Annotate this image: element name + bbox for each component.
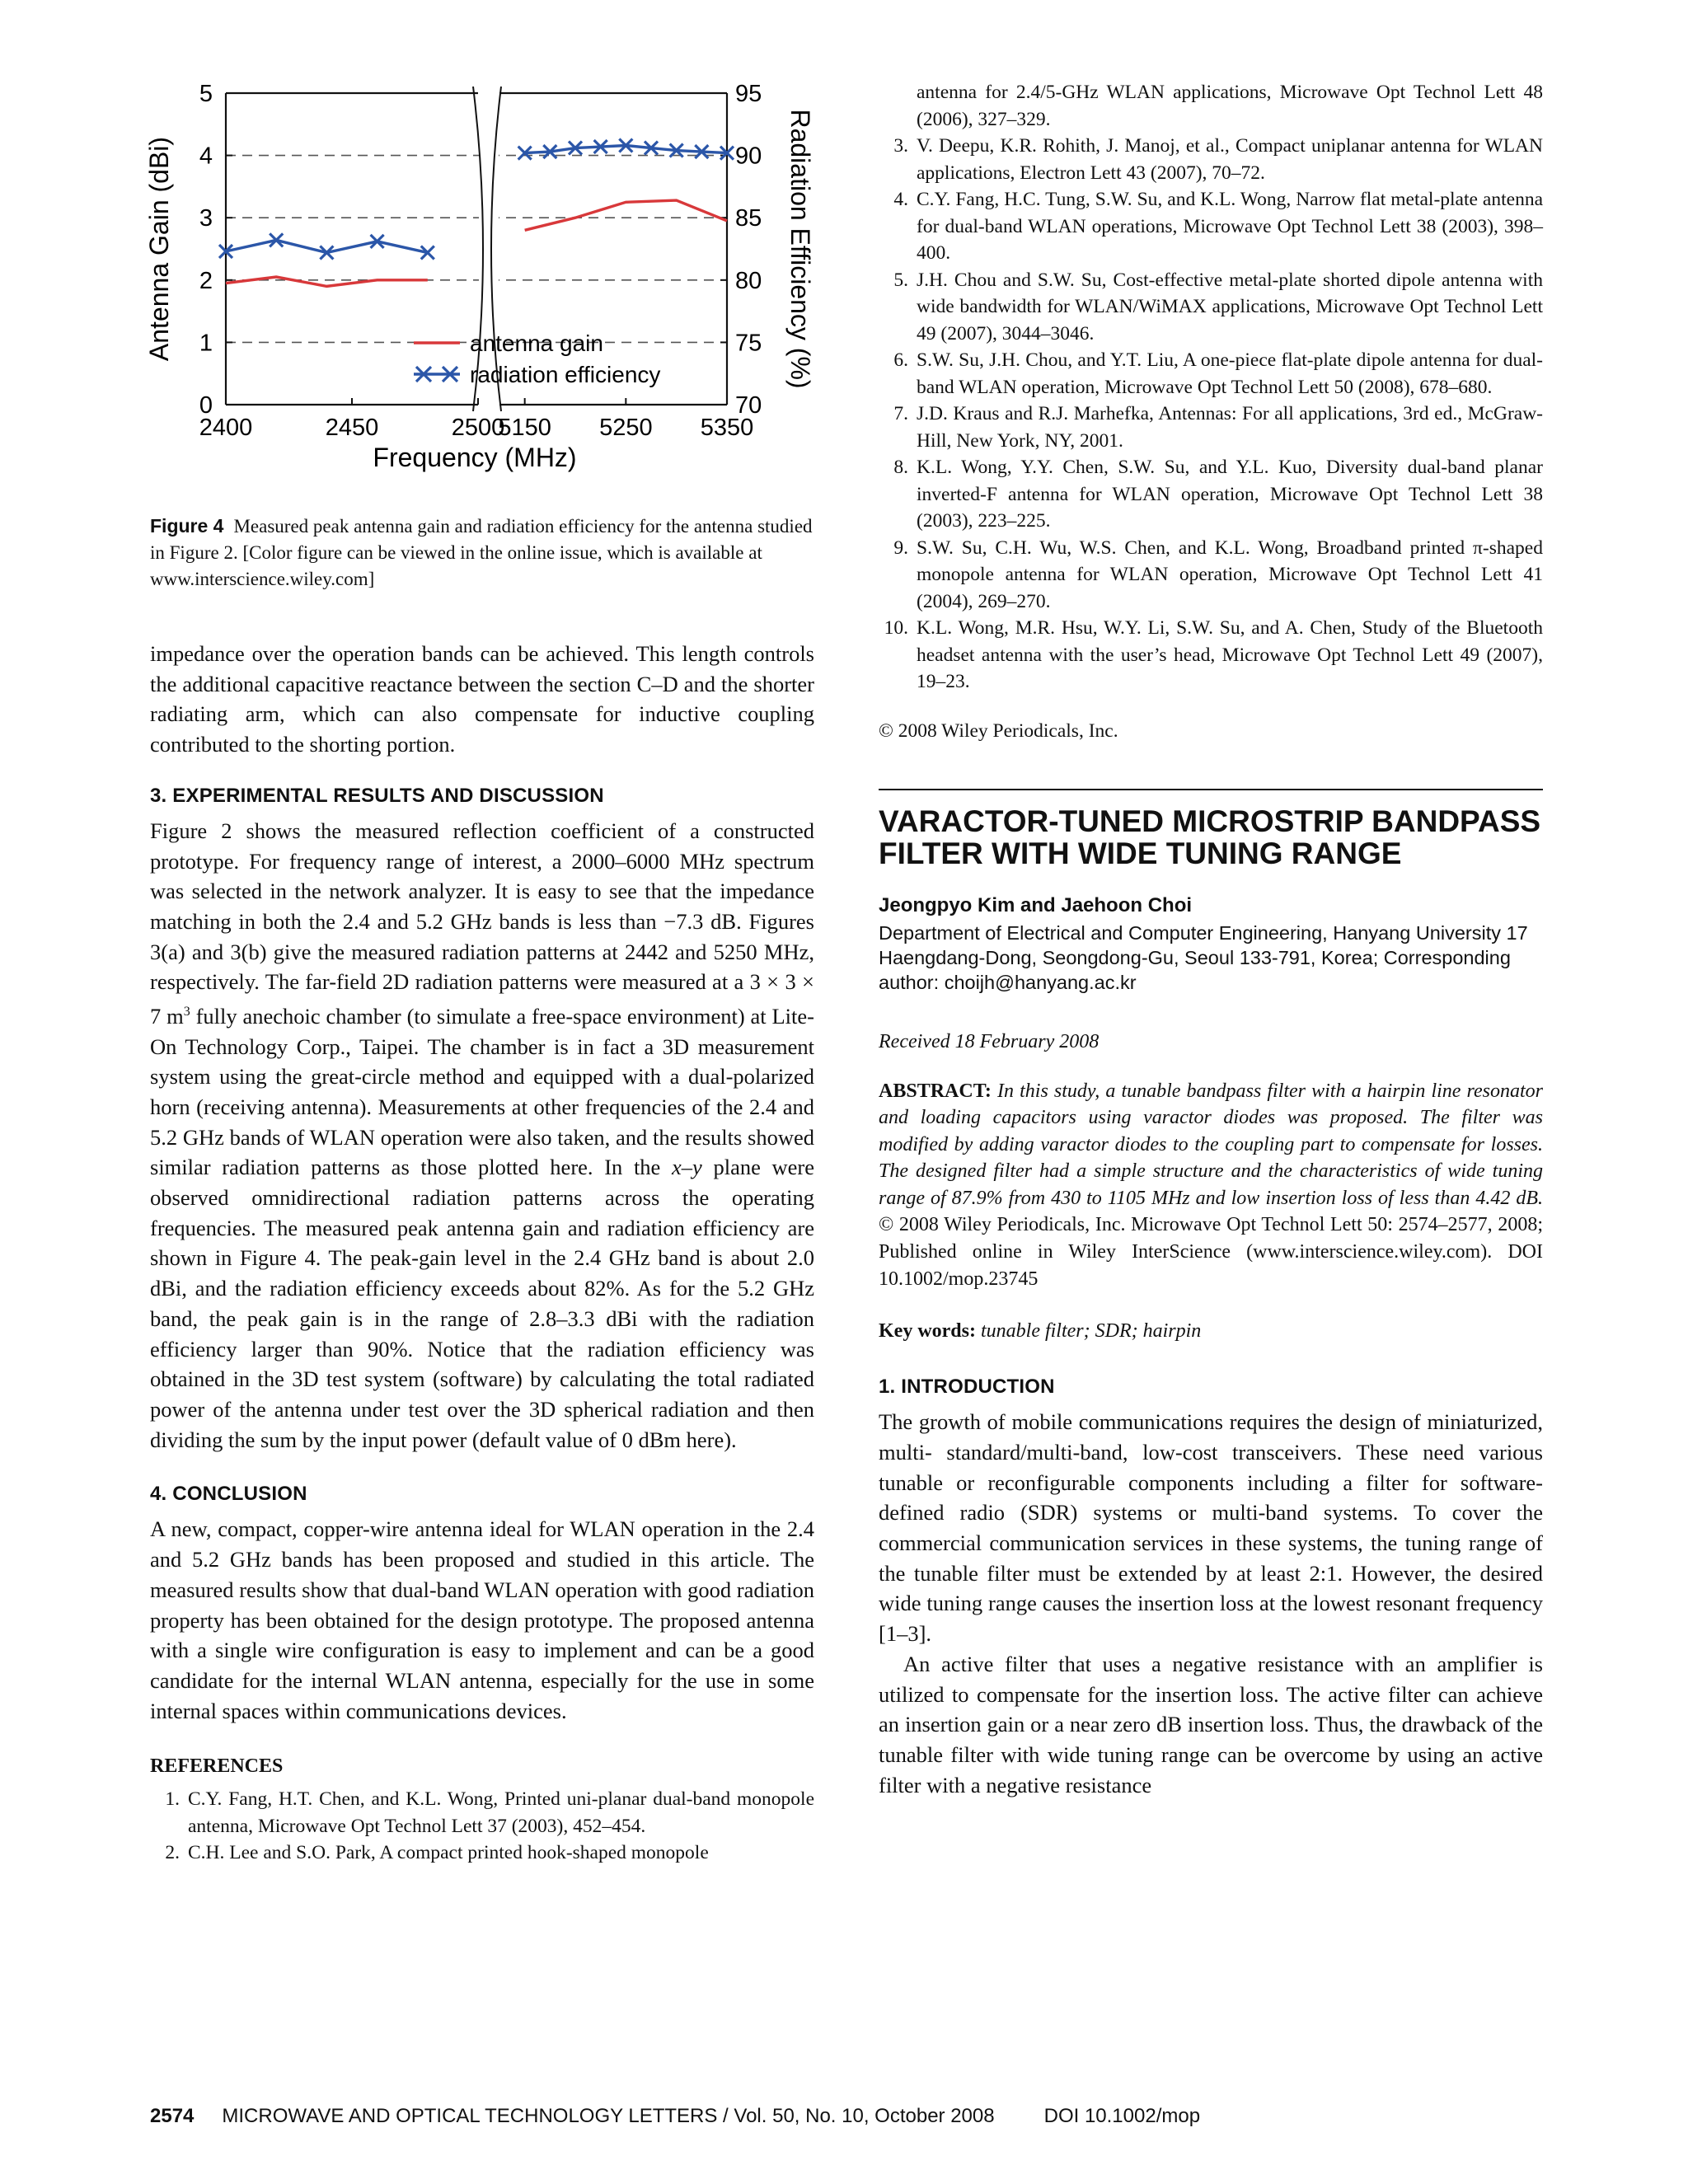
- x-tick-label: 5150: [498, 415, 551, 441]
- reference-number: 1.: [165, 1788, 180, 1811]
- section-3-heading: 3. EXPERIMENTAL RESULTS AND DISCUSSION: [150, 784, 604, 807]
- reference-number: 7.: [893, 403, 908, 424]
- reference-item: [879, 454, 1543, 535]
- keywords-label: Key words:: [879, 1320, 976, 1343]
- left-column: [144, 79, 815, 1867]
- x-tick-label: 5350: [700, 415, 754, 441]
- reference-item: [879, 186, 1543, 267]
- received-date: Received 18 February 2008: [879, 1030, 1100, 1052]
- reference-number: 5.: [893, 269, 908, 291]
- y2-tick-label: 70: [735, 392, 762, 419]
- reference-text: C.Y. Fang, H.T. Chen, and K.L. Wong, Printed uni-planar dual-band monopole antenna, Microwave Opt Technol Lett 37 (2003), 452–454.: [188, 1788, 814, 1837]
- superscript-3: 3: [183, 1005, 190, 1019]
- section-4-heading: 4. CONCLUSION: [150, 1483, 307, 1506]
- section-4-paragraph: A new, compact, copper-wire antenna ideal for WLAN operation in the 2.4 and 5.2 GHz bands has been proposed and studied in this article. The measured results show that dual-band WLAN operation with good radiation property has been obtained for the design prototype. The proposed antenna with a single wire configuration is easy to implement and can be a good candidate for the internal WLAN antenna, especially for the use in some internal spaces within communications devices.: [150, 1516, 814, 1723]
- reference-text: S.W. Su, J.H. Chou, and Y.T. Liu, A one-piece flat-plate dipole antenna for dual-band WLAN operation, Microwave Opt Technol Lett 50 (2008), 678–680.: [917, 349, 1543, 398]
- page-number: 2574: [150, 2105, 195, 2127]
- references-list-right: [879, 79, 1543, 696]
- intro-paragraph-2: An active filter that uses a negative resistance with an amplifier is utilized to compensate for the insertion loss. The active filter can achieve an insertion gain or a near zero dB insertion loss. Thus, the drawback of the tunable filter with wide tuning range can be overcome by using an active filter with a negative resistance: [879, 1651, 1543, 1797]
- section-3-paragraph: [150, 816, 814, 1455]
- y2-tick-label: 80: [735, 267, 762, 294]
- reference-text: J.H. Chou and S.W. Su, Cost-effective metal-plate shorted dipole antenna with wide bandwidth for WLAN/WiMAX applications, Microwave Opt Technol Lett 49 (2007), 3044–3046.: [917, 269, 1543, 344]
- reference-item: [879, 133, 1543, 186]
- keywords-text: tunable filter; SDR; hairpin: [980, 1320, 1202, 1343]
- reference-text: antenna for 2.4/5-GHz WLAN applications, Microwave Opt Technol Lett 48 (2006), 327–329.: [917, 82, 1543, 130]
- x-axis-label: Frequency (MHz): [373, 443, 577, 472]
- section-3-xy: x–y: [672, 1155, 702, 1180]
- x-tick-label: 2400: [199, 415, 253, 441]
- abstract-rest-text: © 2008 Wiley Periodicals, Inc. Microwave Opt Technol Lett 50: 2574–2577, 2008; Published online in Wiley InterScience (www.interscience.wiley.com). DOI 10.1002/mop.23745: [879, 1214, 1543, 1290]
- reference-number: 10.: [884, 617, 908, 639]
- references-heading: REFERENCES: [150, 1755, 284, 1778]
- intro-paragraph-1: The growth of mobile communications requires the design of miniaturized, multi- standard/multi-band, low-cost transceivers. These need various tunable or reconfigurable components including a filter for software-defined radio (SDR) systems or multi-band systems. To cover the commercial communication services in these systems, the tuning range of the tunable filter must be extended by at least 2:1. However, the desired wide tuning range causes the insertion loss at the lowest resonant frequency [1–3].: [879, 1409, 1543, 1647]
- figure-4-caption: [150, 513, 814, 593]
- y-tick-label: 1: [199, 330, 213, 357]
- x-tick-label: 2450: [325, 415, 379, 441]
- reference-text: K.L. Wong, Y.Y. Chen, S.W. Su, and Y.L. Kuo, Diversity dual-band planar inverted-F antenna for WLAN operation, Microwave Opt Technol Lett 38 (2003), 223–225.: [917, 457, 1543, 532]
- y-tick-label: 4: [199, 143, 213, 170]
- figure-4-chart: [144, 79, 815, 508]
- section-3-text-c: plane were observed omnidirectional radiation patterns across the operating frequencies. The measured peak antenna gain and radiation efficiency are shown in Figure 4. The peak-gain level in the 2.4 GHz band is about 2.0 dBi, and the radiation efficiency exceeds about 82%. As for the 5.2 GHz band, the peak gain is in the range of 2.8–3.3 dBi with the radiation efficiency larger than 90%. Notice that the radiation efficiency was obtained in the 3D test system (software) by calculating the total radiated power of the antenna under test over the 3D spherical radiation and then dividing the sum by the input power (default value of 0 dBm here).: [150, 1155, 814, 1452]
- reference-item: [879, 79, 1543, 133]
- series-line: [525, 200, 727, 230]
- paragraph-intro: impedance over the operation bands can be achieved. This length controls the additional capacitive reactance between the section C–D and the shorter radiating arm, which can also compensate for inductive coupling contributed to the shorting portion.: [150, 641, 814, 757]
- reference-text: C.H. Lee and S.O. Park, A compact printed hook-shaped monopole: [188, 1842, 709, 1864]
- y-tick-label: 3: [199, 205, 213, 232]
- reference-number: 3.: [893, 135, 908, 157]
- x-tick-label: 5250: [599, 415, 653, 441]
- reference-item: [879, 267, 1543, 348]
- y-tick-label: 2: [199, 267, 213, 294]
- reference-text: C.Y. Fang, H.C. Tung, S.W. Su, and K.L. Wong, Narrow flat metal-plate antenna for dual-band WLAN operations, Microwave Opt Technol Lett 38 (2003), 398–400.: [917, 189, 1543, 264]
- keywords: [879, 1320, 1543, 1343]
- page-footer: [150, 2105, 1551, 2128]
- reference-text: J.D. Kraus and R.J. Marhefka, Antennas: For all applications, 3rd ed., McGraw-Hill, New York, NY, 2001.: [917, 403, 1543, 452]
- reference-item: [879, 615, 1543, 696]
- author-affiliation: Department of Electrical and Computer Engineering, Hanyang University 17 Haengdang-Dong, Seongdong-Gu, Seoul 133-791, Korea; Corresponding author: choijh@hanyang.ac.kr: [879, 921, 1528, 993]
- y-axis-label: Antenna Gain (dBi): [144, 136, 174, 362]
- reference-number: 6.: [893, 349, 908, 371]
- references-list-left: [150, 1786, 814, 1867]
- article-divider: [879, 789, 1543, 790]
- reference-number: 8.: [893, 457, 908, 478]
- reference-item: [879, 347, 1543, 401]
- y2-axis-label: Radiation Efficiency (%): [785, 109, 815, 389]
- series-line: [226, 240, 428, 252]
- chart-svg: [144, 79, 815, 508]
- y2-tick-label: 95: [735, 81, 762, 107]
- y2-tick-label: 75: [735, 330, 762, 357]
- reference-text: S.W. Su, C.H. Wu, W.S. Chen, and K.L. Wong, Broadband printed π-shaped monopole antenna for WLAN operation, Microwave Opt Technol Lett 41 (2004), 269–270.: [917, 537, 1543, 612]
- y-tick-label: 0: [199, 392, 213, 419]
- figure-label: Figure 4: [150, 515, 224, 537]
- reference-text: K.L. Wong, M.R. Hsu, W.Y. Li, S.W. Su, and A. Chen, Study of the Bluetooth headset antenna with the user’s head, Microwave Opt Technol Lett 49 (2007), 19–23.: [917, 617, 1543, 692]
- reference-item: [879, 535, 1543, 616]
- intro-heading: 1. INTRODUCTION: [879, 1376, 1055, 1399]
- reference-item: [150, 1786, 814, 1840]
- figure-caption-text: Measured peak antenna gain and radiation efficiency for the antenna studied in Figure 2. [Color figure can be viewed in the online issue, which is available at www.interscience.wiley.com]: [150, 516, 813, 589]
- y-tick-label: 5: [199, 81, 213, 107]
- series-line: [226, 277, 428, 286]
- reference-item: [879, 401, 1543, 454]
- reference-item: [150, 1840, 814, 1867]
- right-column: [879, 79, 1543, 1800]
- section-3-text-b: fully anechoic chamber (to simulate a free-space environment) at Lite-On Technology Corp., Taipei. The chamber is in fact a 3D measurement system using the great-circle method and equipped with a dual-polarized horn (receiving antenna). Measurements at other frequencies of the 2.4 and 5.2 GHz bands of WLAN operation were also taken, and the results showed similar radiation patterns as those plotted here. In the: [150, 1003, 814, 1180]
- y2-tick-label: 90: [735, 143, 762, 170]
- y2-tick-label: 85: [735, 205, 762, 232]
- abstract-italic-text: In this study, a tunable bandpass filter with a hairpin line resonator and loading capacitors using varactor diodes was proposed. The filter was modified by adding varactor diodes to the coupling part to compensate for losses. The designed filter had a simple structure and the characteristics of wide tuning range of 87.9% from 430 to 1105 MHz and low insertion loss of less than 4.42 dB.: [879, 1080, 1543, 1209]
- reference-number: 4.: [893, 189, 908, 210]
- article-title: VARACTOR-TUNED MICROSTRIP BANDPASS FILTER WITH WIDE TUNING RANGE: [879, 804, 1541, 870]
- article-authors: Jeongpyo Kim and Jaehoon Choi: [879, 893, 1193, 916]
- copyright-line: © 2008 Wiley Periodicals, Inc.: [879, 719, 1118, 742]
- reference-text: V. Deepu, K.R. Rohith, J. Manoj, et al., Compact uniplanar antenna for WLAN applications, Electron Lett 43 (2007), 70–72.: [917, 135, 1543, 184]
- reference-number: 2.: [165, 1842, 180, 1864]
- abstract-label: ABSTRACT:: [879, 1080, 992, 1102]
- section-3-text-a: Figure 2 shows the measured reflection coefficient of a constructed prototype. For frequency range of interest, a 2000–6000 MHz spectrum was selected in the network analyzer. It is easy to see that the impedance matching in both the 2.4 and 5.2 GHz bands is less than −7.3 dB. Figures 3(a) and 3(b) give the measured radiation patterns at 2442 and 5250 MHz, respectively. The far-field 2D radiation patterns were measured at a 3 × 3 × 7 m: [150, 818, 814, 1029]
- legend-label-efficiency: radiation efficiency: [470, 362, 661, 387]
- footer-doi: DOI 10.1002/mop: [1043, 2105, 1201, 2127]
- reference-number: 9.: [893, 537, 908, 559]
- abstract: [879, 1078, 1543, 1293]
- journal-name: MICROWAVE AND OPTICAL TECHNOLOGY LETTERS / Vol. 50, No. 10, October 2008: [222, 2105, 995, 2127]
- legend-label-gain: antenna gain: [470, 330, 603, 356]
- x-tick-label: 2500: [451, 415, 505, 441]
